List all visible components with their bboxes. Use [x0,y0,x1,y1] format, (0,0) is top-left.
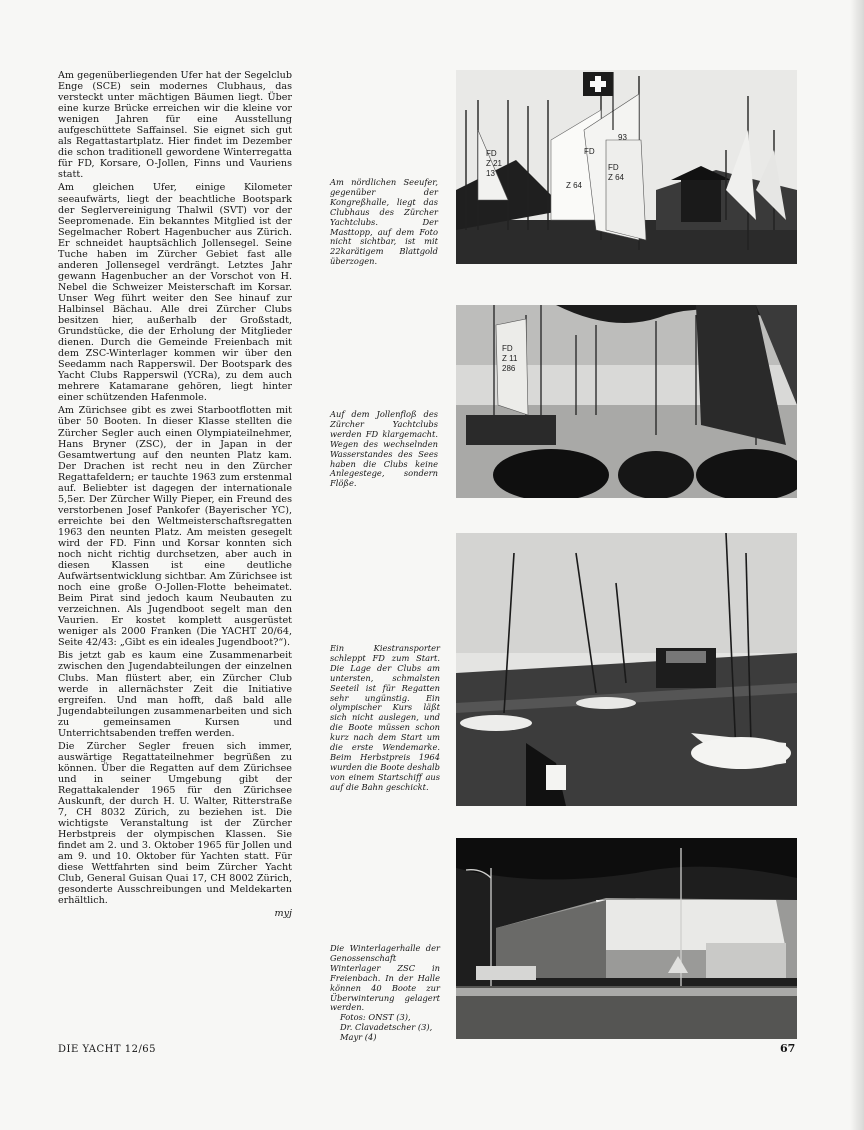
article-paragraph: Am gleichen Ufer, einige Kilometer seeaufwärts, liegt der beachtliche Bootspark der Seglervereinigung Thalwil (SVT) vor der Seepromenade. Ein bekanntes Mitglied ist der Segelmacher Robert Hagenbucher aus Zürich. Er schneidet hauptsächlich Jollensegel. Seine Tuche haben im Zürcher Gebiet fast alle anderen Jollensegel verdrängt. Letztes Jahr gewann Hagenbucher an der Vorschot von H. Nebel die Schweizer Meisterschaft im Korsar. Unser Weg führt weiter den See hinauf zur Halbinsel Bächau. Alle drei Zürcher Clubs besitzen hier, außerhalb der Großstadt, Grundstücke, die der Erholung der Mitglieder dienen. Durch die Gemeinde Freienbach mit dem ZSC-Winterlager kommen wir über den Seedamm nach Rapperswil. Der Bootspark des Yacht Clubs Rapperswil (YCRa), zu dem auch mehrere Katamarane gehören, liegt hinter einer schützenden Hafenmole. [58,182,292,404]
caption-text: Die Winterlagerhalle der Genossenschaft Winterlager ZSC in Freienbach. In der Halle können 40 Boote zur Überwinterung gelagert werden. [330,943,440,1013]
caption-jollenfloss: Auf dem Jollenfloß des Zürcher Yachtclubs werden FD klargemacht. Wegen des wechselnden Wasserstandes des Sees haben die Clubs keine Anlegestege, sondern Flöße. [330,409,438,489]
sail-number: Z 64 [566,181,583,190]
photo-kiestransporter [456,533,797,806]
caption-clubhouse: Am nördlichen Seeufer, gegenüber der Kongreßhalle, liegt das Clubhaus des Zürcher Yachtclubs. Der Masttopp, auf dem Foto nicht sichtbar, ist mit 22karätigem Blattgold überzogen. [330,177,438,267]
sail-number: FD [502,344,513,353]
sail-number: Z 21 [486,159,503,168]
photo-winterlagerhalle [456,838,797,1039]
article-paragraph: Bis jetzt gab es kaum eine Zusammenarbeit zwischen den Jugendabteilungen der einzelnen Clubs. Man flüstert aber, ein Zürcher Club werde in allernächster Zeit die Initiative ergreifen. Und man hofft, daß bald alle Jugendabteilungen zusammenarbeiten und sich zu gemeinsamen Kursen und Unterrichtsabenden treffen werden. [58,650,292,739]
article-paragraph: Am Zürichsee gibt es zwei Starbootflotten mit über 50 Booten. In dieser Klasse stellten die Zürcher Segler auch einen Olympiateilnehmer, Hans Bryner (ZSC), der in Japan in der Gesamtwertung auf den neunten Platz kam. Der Drachen ist recht neu in den Zürcher Regattafeldern; er tauchte 1963 zum erstenmal auf. Beliebter ist dagegen der internationale 5,5er. Der Zürcher Willy Pieper, ein Freund des verstorbenen Josef Pankofer (Bayerischer YC), erreichte bei den Weltmeisterschaftsregatten 1963 den neunten Platz. Am meisten gesegelt wird der FD. Finn und Korsar konnten sich noch nicht richtig durchsetzen, aber auch in diesen Klassen ist eine deutliche Aufwärtsentwicklung sichtbar. Am Zürichsee ist noch eine große O-Jollen-Flotte beheimatet. Beim Pirat sind jedoch kaum Neubauten zu verzeichnen. Als Jugendboot segelt man den Vaurien. Er kostet komplett ausgerüstet weniger als 2000 Franken (Die YACHT 20/64, Seite 42/43: „Gibt es ein ideales Jugendboot?“). [58,405,292,649]
page-edge [850,0,864,1130]
article-paragraph: Am gegenüberliegenden Ufer hat der Segelclub Enge (SCE) sein modernes Clubhaus, das versteckt unter mächtigen Bäumen liegt. Über eine kurze Brücke erreichen wir die kleine vor wenigen Jahren für eine Ausstellung aufgeschüttete Saffainsel. Sie eignet sich gut als Regattastartplatz. Hier findet im Dezember die schon traditionell gewordene Winterregatta für FD, Korsare, O-Jollen, Finns und Vauriens statt. [58,70,292,181]
photo-kiestransporter-image [456,533,797,806]
sail-number: Z 64 [608,173,625,182]
sail-number: FD [608,163,619,172]
photo-clubhouse-sails [456,70,797,264]
sail-number: Z 11 [502,354,518,363]
page-number: 67 [780,1042,796,1055]
article-paragraph: Die Zürcher Segler freuen sich immer, auswärtige Regattateilnehmer begrüßen zu können. Über die Regatten auf dem Zürichsee und in seiner Umgebung gibt der Regattakalender 1965 für den Zürichsee Auskunft, der durch H. U. Walter, Ritterstraße 7, CH 8032 Zürich, zu beziehen ist. Die wichtigste Veranstaltung ist der Zürcher Herbstpreis der olympischen Klassen. Sie findet am 2. und 3. Oktober 1965 für Jollen und am 9. und 10. Oktober für Yachten statt. Für diese Wettfahrten sind beim Zürcher Yacht Club, General Guisan Quai 17, CH 8002 Zürich, gesonderte Ausschreibungen und Meldekarten erhältlich. [58,740,292,907]
sail-number: FD [486,149,497,158]
article-column [58,70,292,921]
footer-magazine: DIE YACHT 12/65 [58,1044,157,1055]
caption-kiestransporter: Ein Kiestransporter schleppt FD zum Start. Die Lage der Clubs am untersten, schmalsten Seeteil ist für Regatten sehr ungünstig. Ein olympischer Kurs läßt sich nicht auslegen, und die Boote müssen schon kurz nach dem Start um die erste Wendemarke. Beim Herbstpreis 1964 wurden die Boote deshalb von einem Startschiff aus auf die Bahn geschickt. [330,643,440,792]
photo-credit: Fotos: ONST (3), [340,1012,411,1023]
photo-credit: Mayr (4) [340,1032,377,1043]
sail-number: 13 [486,169,495,178]
photo-jollenfloss [456,305,797,498]
sail-number: FD [584,147,595,156]
photo-clubhouse-image [456,70,797,264]
photo-winterlagerhalle-image [456,838,797,1039]
sail-number: 286 [502,364,516,373]
author-signature: myj [274,907,292,919]
photo-credit: Dr. Clavadetscher (3), [340,1022,433,1033]
sail-number: 93 [618,133,627,142]
photo-jollenfloss-image [456,305,797,498]
caption-winterlagerhalle [330,944,440,1043]
